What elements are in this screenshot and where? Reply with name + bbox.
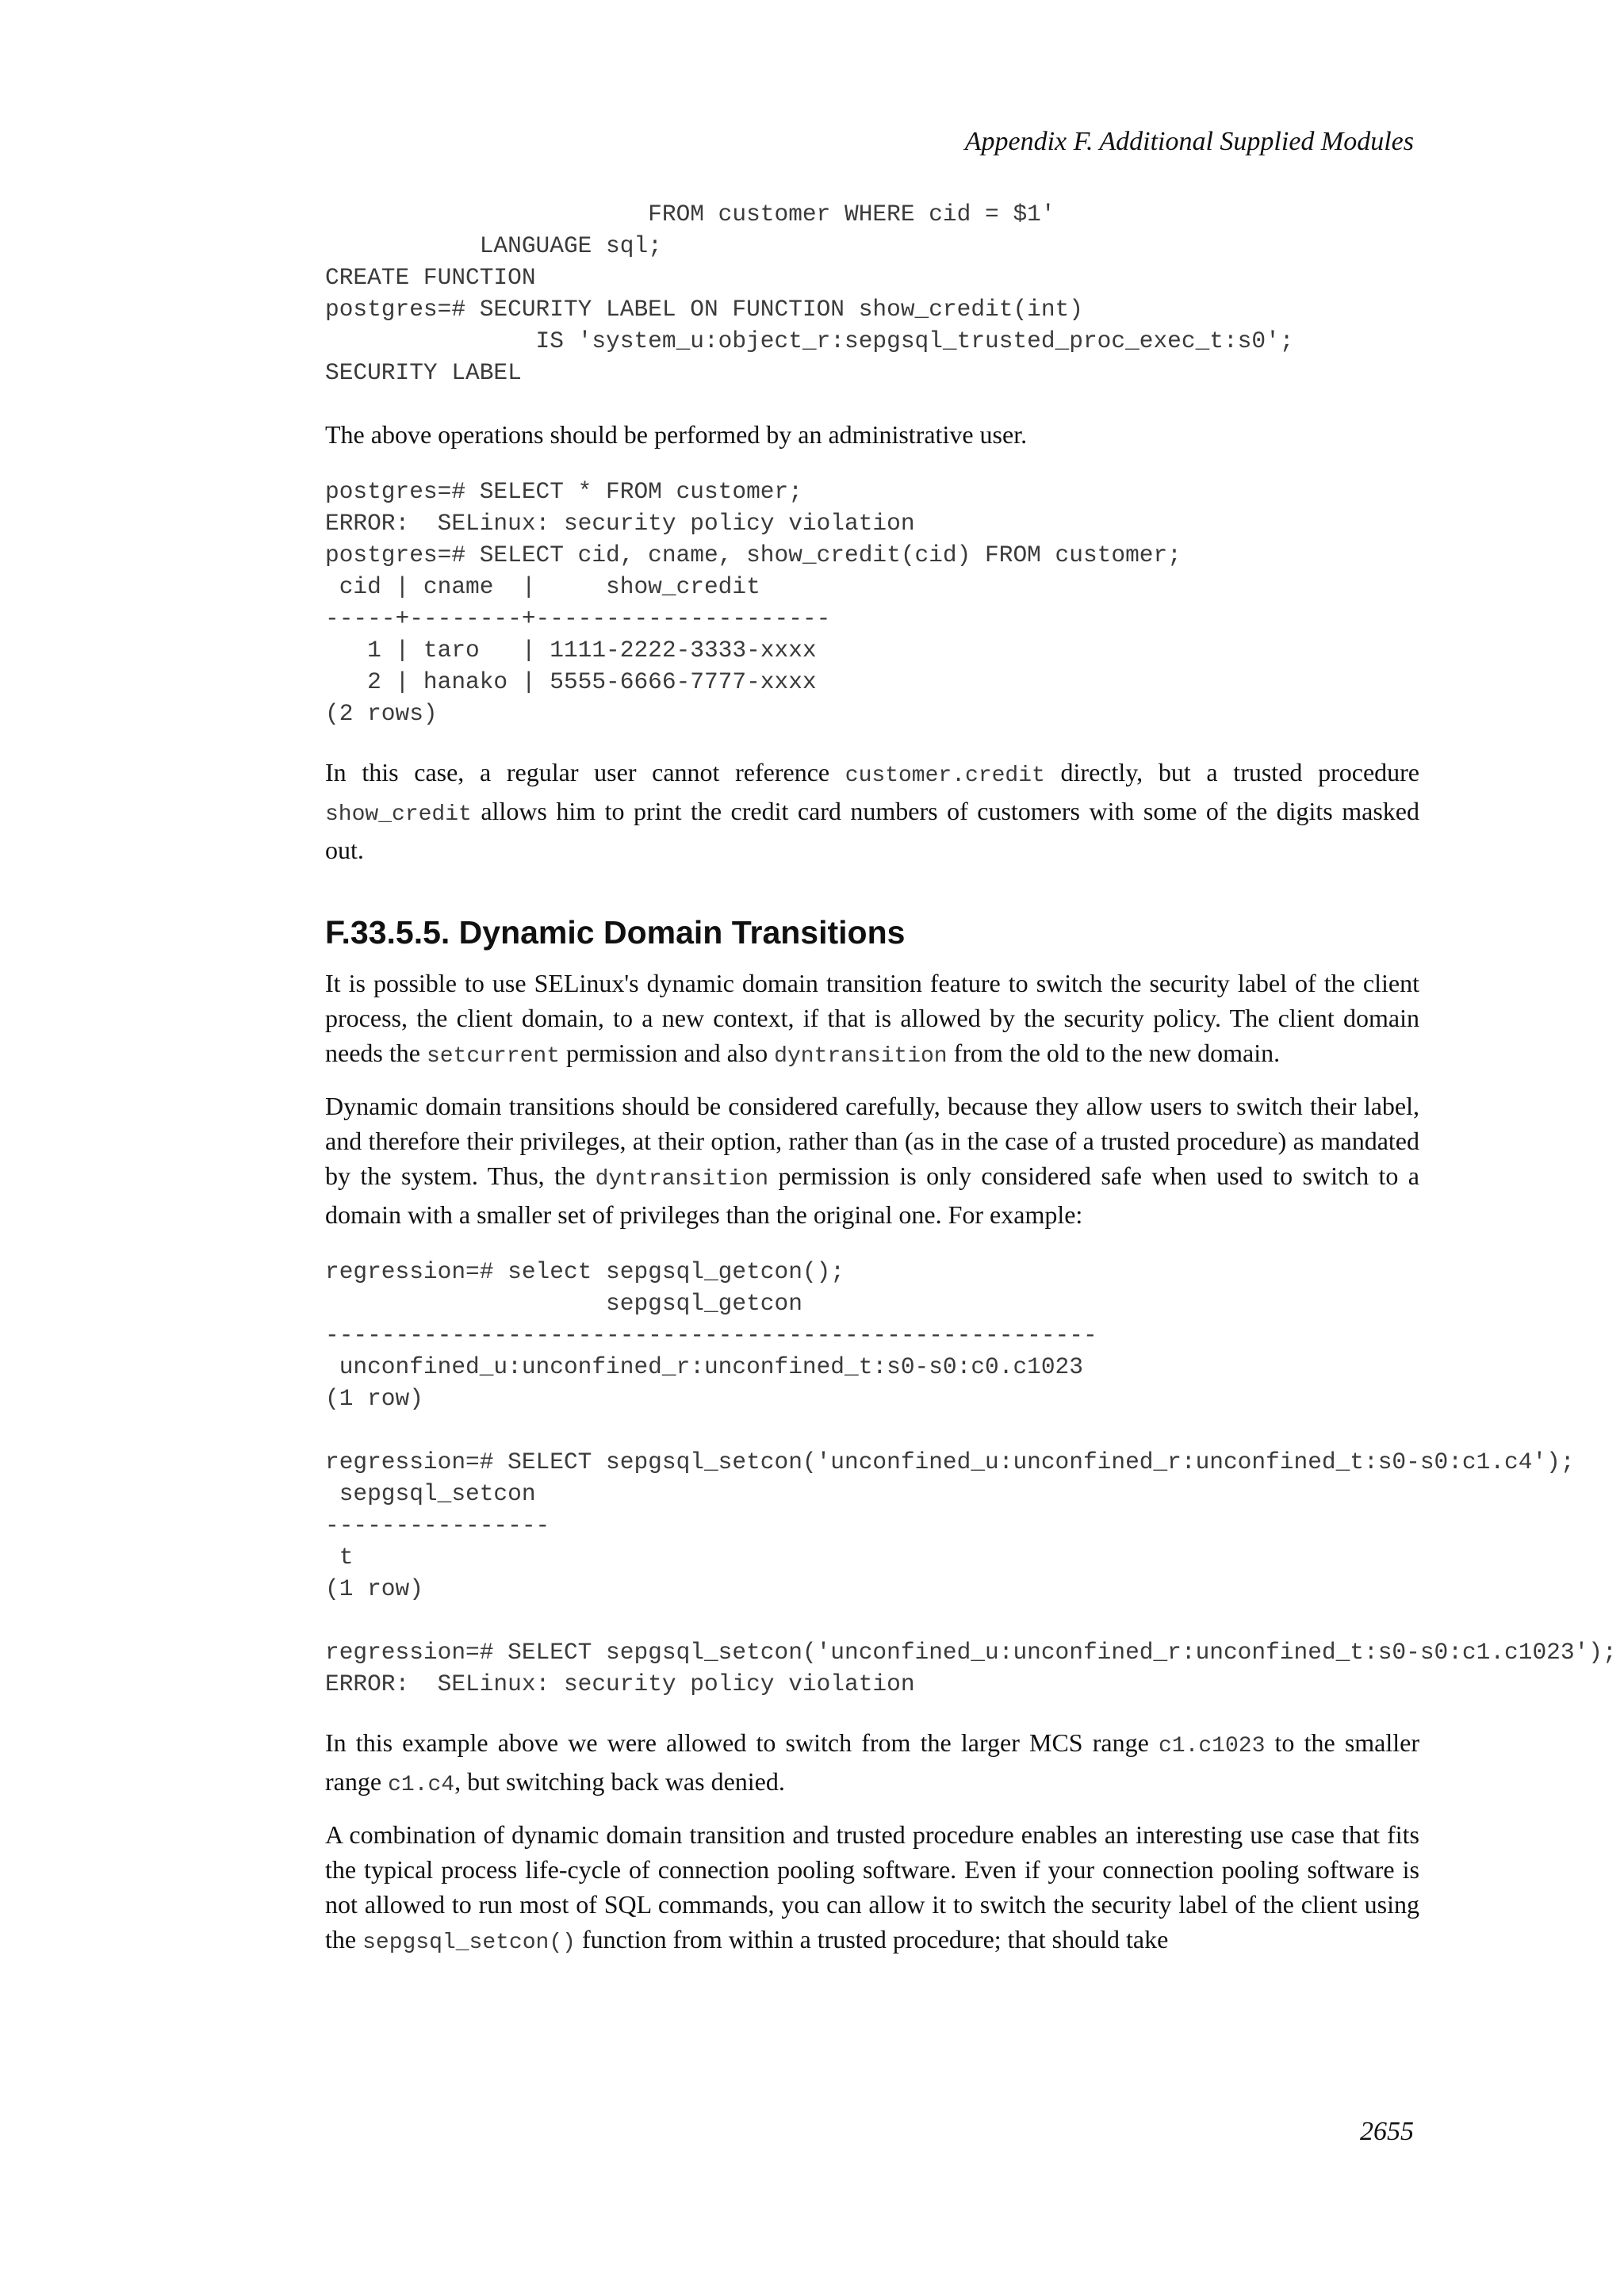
paragraph-domain-transition-intro: It is possible to use SELinux's dynamic domain transition feature to switch the security label of the client process, the client domain, to a new context, if that is allowed by the security policy. The client domain needs the setcurrent permission and also dyntransition from the old to the new domain. — [325, 969, 1419, 1069]
inline-code: customer.credit — [845, 763, 1045, 788]
running-header: Appendix F. Additional Supplied Modules — [964, 127, 1414, 156]
code-block-setcon-example: regression=# select sepgsql_getcon(); sepgsql_getcon ------------------------------------------------------- unconfined_u:unconfined_r:unconfined_t:s0-s0:c0.c1023 (1 row) regression=# SELECT sepgsql_setcon('unconfined_u:unconfined_r:unconfined_t:s0-s0:c1.c4'); sepgsql_setcon ---------------- t (1 row) regression=# SELECT sepgsql_setcon('unconfined_u:unconfined_r:unconfined_t:s0-s0:c1.c1023'); ERROR: SELinux: security policy violation — [325, 1258, 1617, 1697]
inline-code: c1.c4 — [388, 1773, 455, 1797]
paragraph-admin-note: The above operations should be performed by an administrative user. — [325, 420, 1028, 449]
inline-code: dyntransition — [774, 1044, 948, 1069]
page-content — [325, 198, 1617, 1961]
inline-code: c1.c1023 — [1158, 1734, 1266, 1758]
paragraph-connection-pooling: A combination of dynamic domain transition and trusted procedure enables an interesting use case that fits the typical process life-cycle of connection pooling software. Even if your connection pooling software is not allowed to run most of SQL commands, you can allow it to switch the security label of the client using the sepgsql_setcon() function from within a trusted procedure; that should take — [325, 1820, 1419, 1955]
paragraph-mcs-range: In this example above we were allowed to switch from the larger MCS range c1.c1023 to the smaller range c1.c4, but switching back was denied. — [325, 1728, 1420, 1797]
paragraph-domain-transition-caution: Dynamic domain transitions should be considered carefully, because they allow users to switch their label, and therefore their privileges, at their option, rather than (as in the case of a trusted procedure) as mandated by the system. Thus, the dyntransition permission is only considered safe when used to switch to a domain with a smaller set of privileges than the original one. For example: — [325, 1092, 1420, 1229]
code-block-function-definition: FROM customer WHERE cid = $1' LANGUAGE sql; CREATE FUNCTION postgres=# SECURITY LABEL ON FUNCTION show_credit(int) IS 'system_u:object_r:sepgsql_trusted_proc_exec_t:s0'; SECURITY LABEL — [325, 201, 1294, 386]
code-block-customer-query: postgres=# SELECT * FROM customer; ERROR: SELinux: security policy violation postgres=# SELECT cid, cname, show_credit(cid) FROM customer; cid | cname | show_credit -----+--------+--------------------- 1 | taro | 1111-2222-3333-xxxx 2 | hanako | 5555-6666-7777-xxxx (2 rows) — [325, 478, 1182, 727]
inline-code: sepgsql_setcon() — [362, 1931, 576, 1955]
inline-code: dyntransition — [595, 1167, 769, 1192]
paragraph-trusted-procedure: In this case, a regular user cannot reference customer.credit directly, but a trusted procedure show_credit allows him to print the credit card numbers of customers with some of the digits masked out. — [325, 758, 1420, 864]
inline-code: setcurrent — [426, 1044, 560, 1069]
inline-code: show_credit — [325, 802, 472, 827]
section-heading: F.33.5.5. Dynamic Domain Transitions — [325, 914, 906, 951]
page-number: 2655 — [1360, 2117, 1414, 2146]
